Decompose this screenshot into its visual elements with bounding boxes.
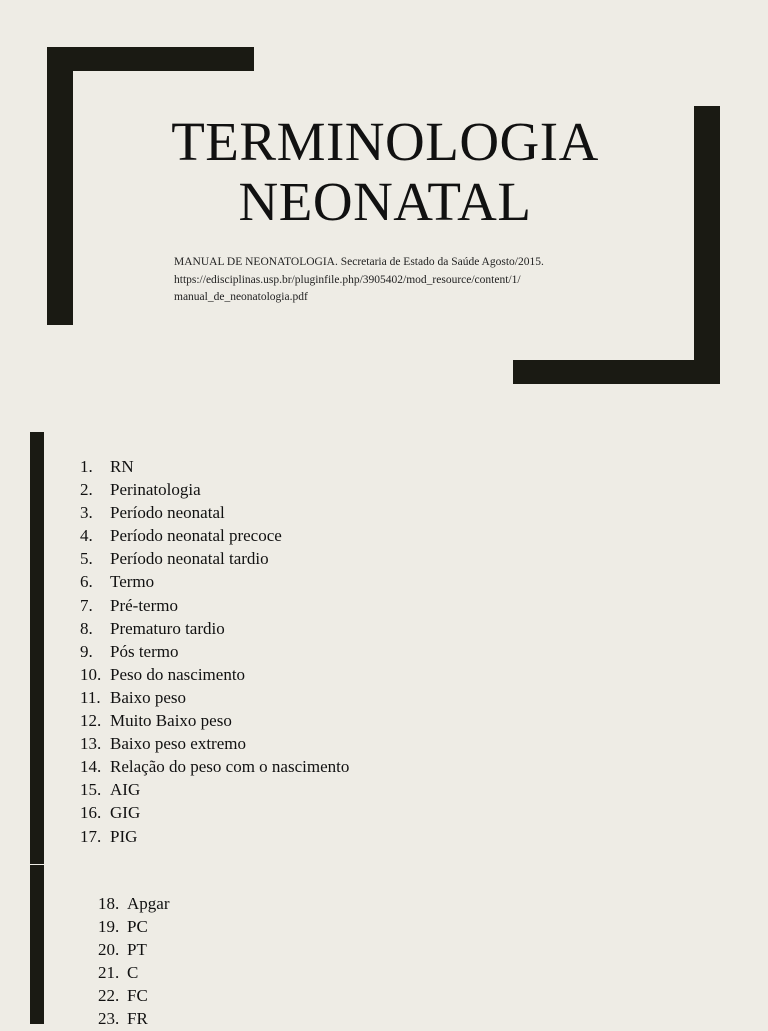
list-item-text: Termo [110,572,155,592]
list-item [80,570,349,593]
list-item-text: Pós termo [110,641,179,661]
list-item-text: AIG [110,780,141,800]
list-item [80,709,349,732]
list-item-number: 21. [98,963,120,983]
reference-line-2: https://edisciplinas.usp.br/pluginfile.php/3905402/mod_resource/content/1/ [174,273,521,286]
list-item-text: PC [127,917,148,937]
list-item-number: 11. [80,687,101,707]
list-item [80,825,349,848]
left-accent-bar [30,432,44,864]
list-item-number: 19. [98,917,120,937]
list-item-number: 10. [80,664,102,684]
list-item-number: 2. [80,480,93,500]
list-item [80,501,349,524]
list-item-text: GIG [110,803,141,823]
list-item-number: 16. [80,803,102,823]
left-accent-bar [30,865,44,1024]
slide-title-line-1: TERMINOLOGIA [171,111,599,172]
list-item [80,801,349,824]
list-item [80,732,349,755]
terms-list-2 [98,892,169,1031]
list-item-text: FR [127,1009,148,1029]
bracket-top-left-horizontal [47,47,254,71]
list-item-number: 13. [80,734,102,754]
list-item [80,640,349,663]
list-item-text: Baixo peso extremo [110,734,246,754]
list-item [80,594,349,617]
list-item-number: 5. [80,549,93,569]
list-item-number: 17. [80,826,102,846]
list-item [80,455,349,478]
title-slide [0,0,768,425]
list-item-text: Pré-termo [110,595,178,615]
list-item-text: PIG [110,826,138,846]
reference-citation [174,254,614,307]
list-item-text: Muito Baixo peso [110,711,232,731]
list-item-number: 23. [98,1009,120,1029]
list-item-text: PT [127,940,147,960]
list-item-text: RN [110,457,134,476]
list-item [80,686,349,709]
list-item [80,524,349,547]
bracket-top-left-vertical [47,47,73,325]
list-item-text: Baixo peso [110,687,187,707]
list-item [98,984,169,1007]
list-item [80,478,349,501]
slide-title [150,112,620,232]
list-item-number: 22. [98,986,120,1006]
list-item-number: 18. [98,894,120,913]
slide-title-line-2: NEONATAL [238,171,532,232]
list-item [98,938,169,961]
list-item-number: 14. [80,757,102,777]
list-item [80,547,349,570]
list-item-number: 9. [80,641,93,661]
list-item-number: 7. [80,595,93,615]
list-item [98,1007,169,1030]
list-item-number: 15. [80,780,102,800]
terms-list-1 [80,455,349,848]
reference-line-3: manual_de_neonatologia.pdf [174,291,308,303]
list-item [80,755,349,778]
list-item-text: FC [127,986,148,1006]
list-item-number: 3. [80,503,93,523]
list-item-number: 1. [80,457,93,476]
list-item [98,961,169,984]
list-item-text: Perinatologia [110,480,201,500]
list-item-text: Apgar [127,894,170,913]
list-item [80,778,349,801]
list-item-text: Período neonatal precoce [110,526,282,546]
list-item-text: C [127,963,139,983]
list-item-text: Período neonatal tardio [110,549,269,569]
list-item-number: 12. [80,711,102,731]
list-item [80,617,349,640]
terms-slide-2 [0,865,768,1029]
list-item-number: 4. [80,526,93,546]
list-item-number: 6. [80,572,93,592]
list-item-number: 8. [80,618,93,638]
list-item-text: Período neonatal [110,503,225,523]
list-item-text: Relação do peso com o nascimento [110,757,350,777]
bracket-bottom-right-horizontal [513,360,720,384]
terms-slide-1 [0,432,768,864]
bracket-bottom-right-vertical [694,106,720,384]
list-item [80,663,349,686]
list-item-text: Peso do nascimento [110,664,246,684]
reference-line-1: MANUAL DE NEONATOLOGIA. Secretaria de Estado da Saúde Agosto/2015. [174,256,544,268]
list-item [98,915,169,938]
list-item-number: 20. [98,940,120,960]
list-item-text: Prematuro tardio [110,618,225,638]
list-item [98,892,169,915]
